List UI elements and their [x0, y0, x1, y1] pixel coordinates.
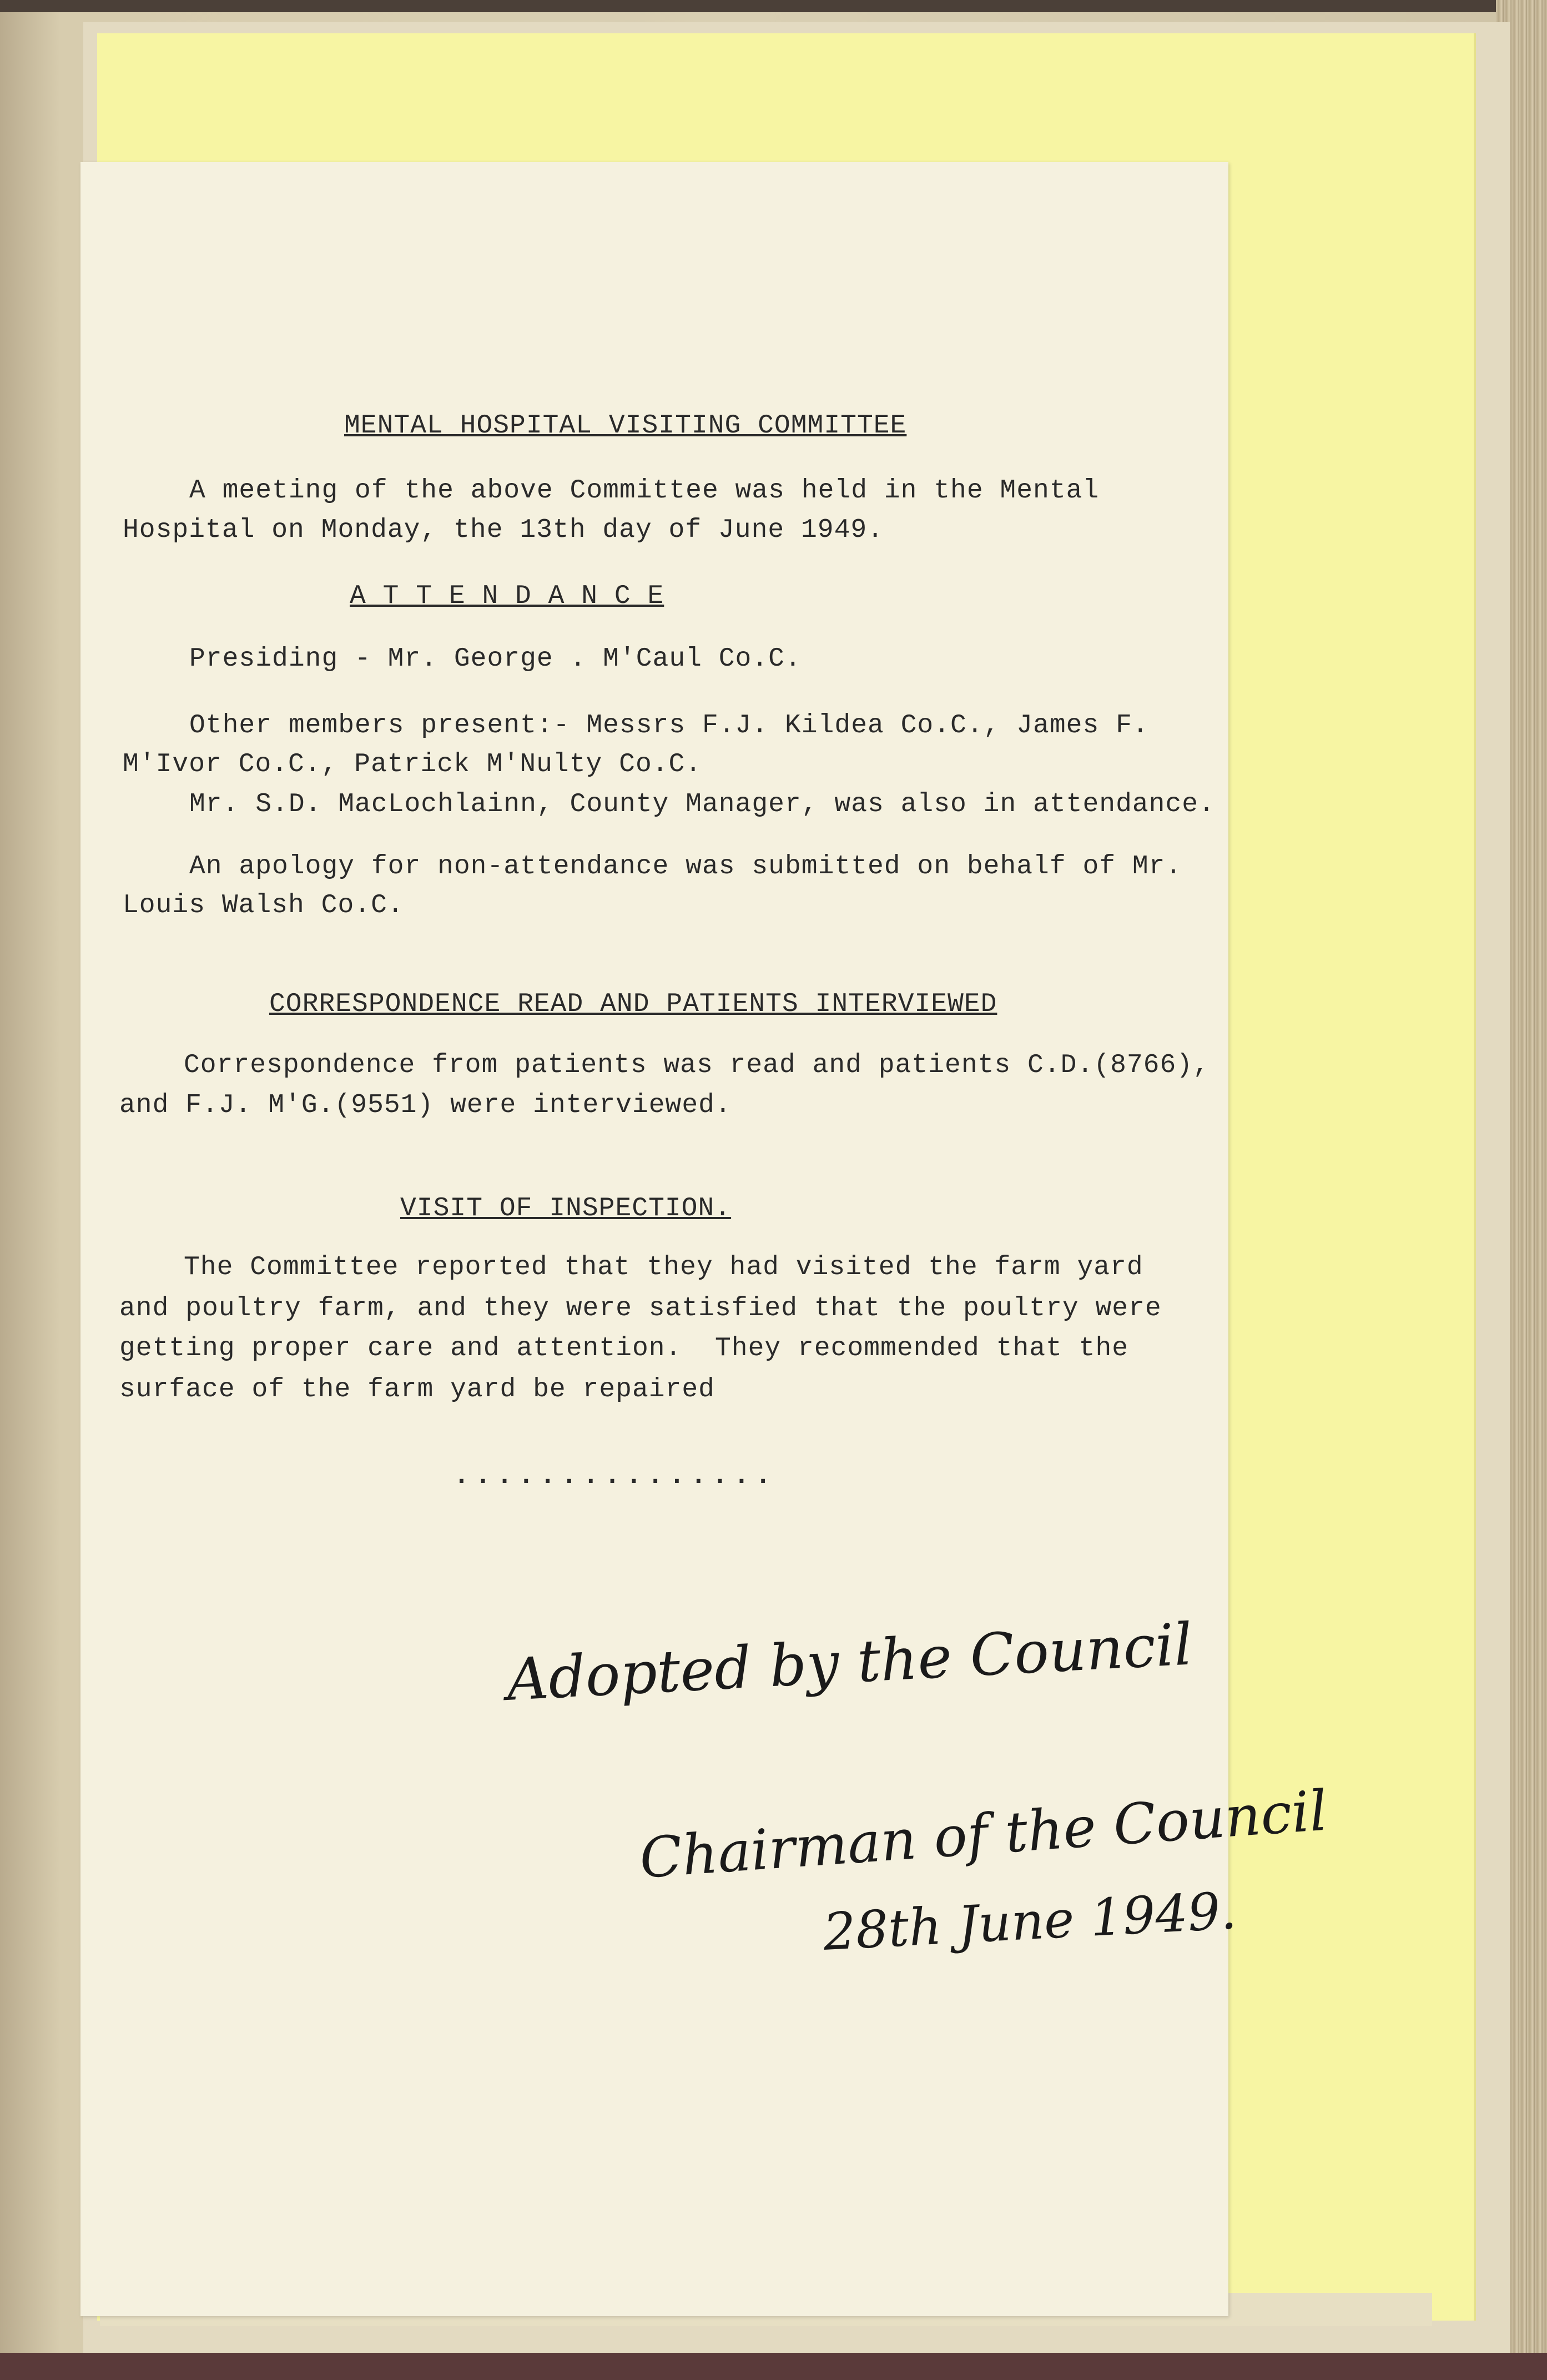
presiding-line: Presiding - Mr. George . M'Caul Co.C. [189, 644, 802, 674]
apology-line-1: An apology for non-attendance was submitted on behalf of Mr. [189, 852, 1182, 882]
members-line-1: Other members present:- Messrs F.J. Kildea Co.C., James F. [189, 711, 1149, 741]
adopted-text: Adopted by the Council [505, 1610, 1195, 1714]
inspection-line-2: and poultry farm, and they were satisfied that the poultry were [119, 1294, 1162, 1324]
handwritten-adopted [502, 1610, 1195, 1761]
intro-line-2: Hospital on Monday, the 13th day of June 1949. [123, 515, 884, 545]
book-bottom-edge [0, 2353, 1547, 2380]
separator-dots: ............... [453, 1461, 777, 1491]
inspection-line-1: The Committee reported that they had visited the farm yard [184, 1252, 1143, 1282]
chairman-text: Chairman of the Council [637, 1778, 1329, 1891]
inspection-line-4: surface of the farm yard be repaired [119, 1375, 715, 1405]
correspondence-heading: CORRESPONDENCE READ AND PATIENTS INTERVIEWED [269, 989, 997, 1019]
manager-line: Mr. S.D. MacLochlainn, County Manager, was also in attendance. [189, 789, 1215, 819]
handwritten-date [819, 1878, 1238, 1989]
typed-minutes-page [80, 162, 1329, 2316]
inspection-heading: VISIT OF INSPECTION. [400, 1194, 732, 1224]
date-text: 28th June 1949. [822, 1881, 1238, 1962]
correspondence-line-2: and F.J. M'G.(9551) were interviewed. [119, 1090, 732, 1120]
document-title: MENTAL HOSPITAL VISITING COMMITTEE [344, 411, 907, 441]
intro-line-1: A meeting of the above Committee was held in the Mental [189, 476, 1100, 506]
members-line-2: M'Ivor Co.C., Patrick M'Nulty Co.C. [123, 749, 702, 779]
book-top-edge [0, 0, 1547, 12]
inspection-line-3: getting proper care and attention. They recommended that the [119, 1334, 1129, 1363]
attendance-heading: A T T E N D A N C E [350, 581, 664, 611]
apology-line-2: Louis Walsh Co.C. [123, 890, 404, 920]
correspondence-line-1: Correspondence from patients was read and patients C.D.(8766), [184, 1050, 1210, 1080]
